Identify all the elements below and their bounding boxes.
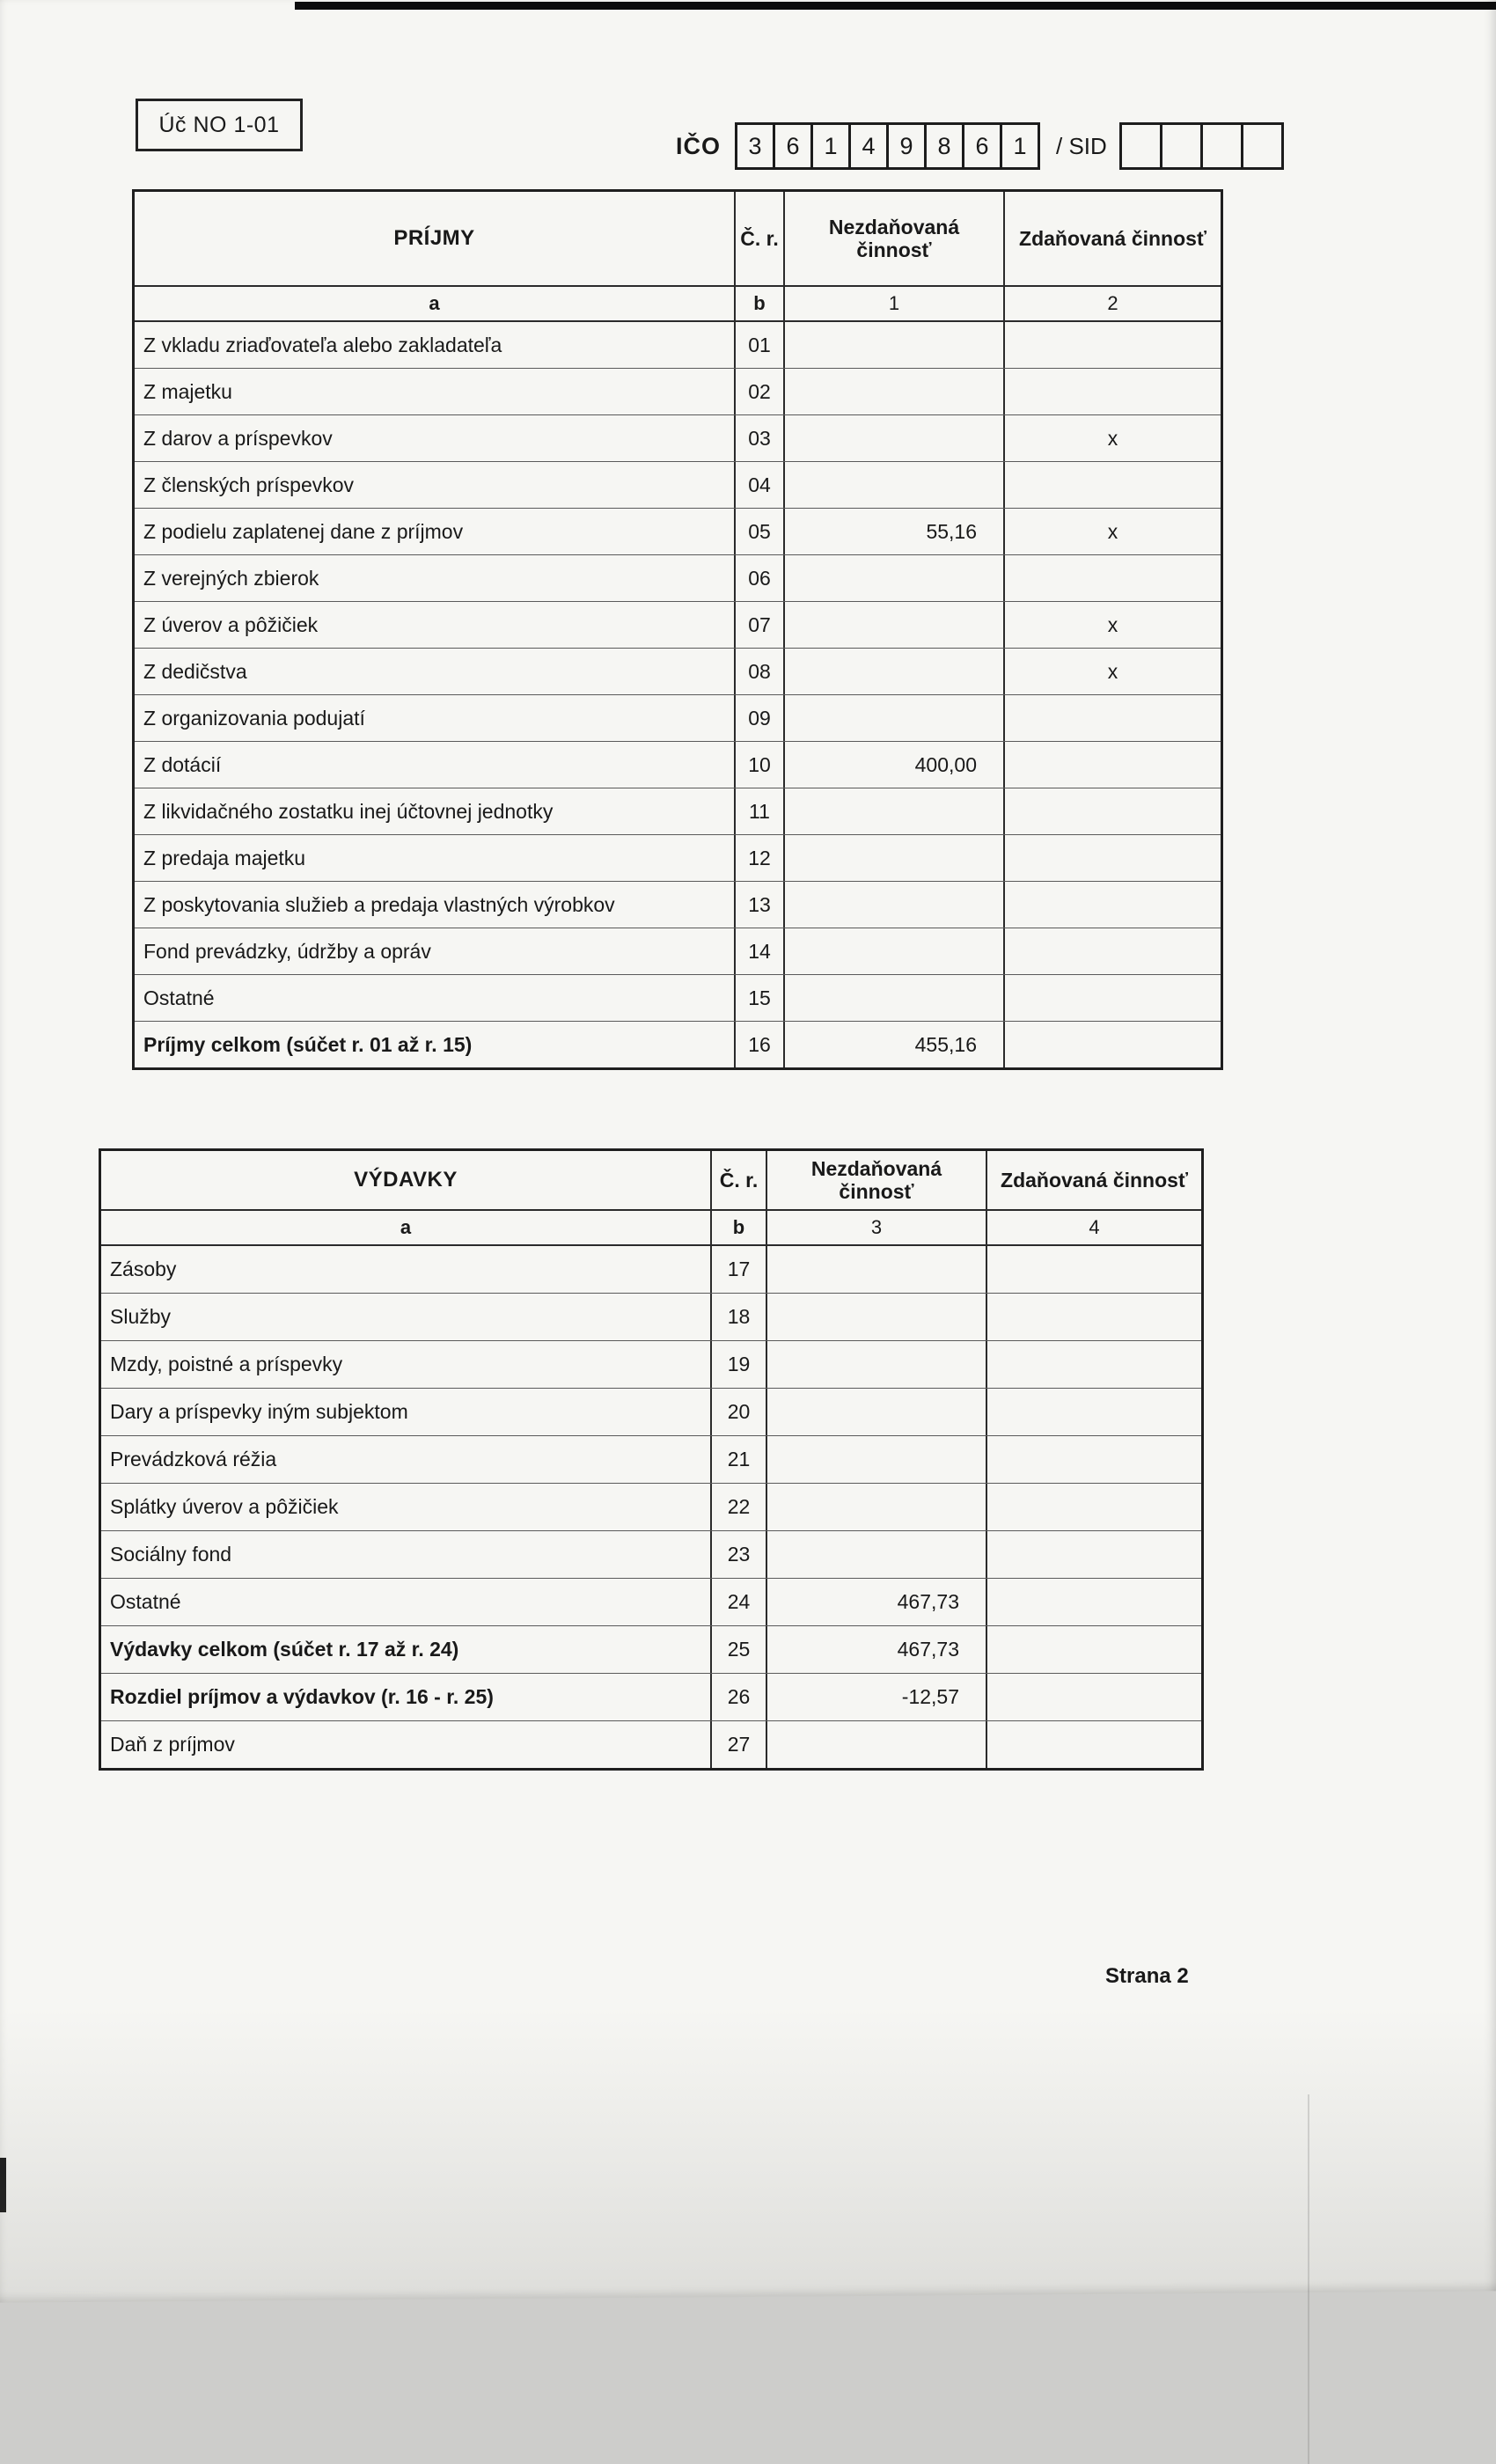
row-value-taxed bbox=[987, 1294, 1201, 1340]
subheader-col3: 3 bbox=[767, 1211, 987, 1244]
row-label: Sociálny fond bbox=[101, 1531, 712, 1578]
untaxed-activity-label: Nezdaňovaná činnosť bbox=[810, 1156, 942, 1203]
row-line-number: 20 bbox=[712, 1389, 767, 1435]
row-value-taxed bbox=[1005, 1022, 1221, 1067]
row-value-untaxed bbox=[767, 1389, 987, 1435]
row-line-number: 25 bbox=[712, 1626, 767, 1673]
table-row bbox=[101, 1484, 1201, 1531]
row-label: Dary a príspevky iným subjektom bbox=[101, 1389, 712, 1435]
row-value-untaxed bbox=[785, 322, 1005, 368]
table-row bbox=[135, 1022, 1221, 1067]
row-label: Fond prevádzky, údržby a opráv bbox=[135, 928, 736, 974]
row-label: Z dotácií bbox=[135, 742, 736, 788]
row-line-number: 21 bbox=[712, 1436, 767, 1483]
untaxed-activity-label: Nezdaňovaná činnosť bbox=[828, 215, 960, 261]
row-value-untaxed bbox=[785, 462, 1005, 508]
digit-cell: 1 bbox=[810, 122, 851, 170]
table-row bbox=[101, 1436, 1201, 1484]
row-label: Z poskytovania služieb a predaja vlastných výrobkov bbox=[135, 882, 736, 928]
subheader-col2: 2 bbox=[1107, 292, 1118, 315]
row-value-untaxed bbox=[785, 788, 1005, 834]
row-line-number: 04 bbox=[736, 462, 785, 508]
table-row bbox=[135, 975, 1221, 1022]
row-value-taxed bbox=[1005, 695, 1221, 741]
untaxed-activity-column-header bbox=[767, 1151, 987, 1209]
row-line-number: 10 bbox=[736, 742, 785, 788]
row-line-number: 05 bbox=[736, 509, 785, 554]
row-label: Rozdiel príjmov a výdavkov (r. 16 - r. 25) bbox=[101, 1674, 712, 1720]
table-row bbox=[135, 322, 1221, 369]
row-value-taxed bbox=[1005, 369, 1221, 414]
table-row bbox=[135, 695, 1221, 742]
digit-cell: 1 bbox=[1000, 122, 1040, 170]
row-value-taxed bbox=[1005, 322, 1221, 368]
row-value-untaxed bbox=[767, 1246, 987, 1293]
row-value-taxed bbox=[1005, 975, 1221, 1021]
row-value-untaxed: 467,73 bbox=[767, 1626, 987, 1673]
scanner-backing bbox=[0, 2291, 1496, 2464]
row-label: Zásoby bbox=[101, 1246, 712, 1293]
expense-table-header bbox=[101, 1151, 1201, 1211]
row-line-number: 18 bbox=[712, 1294, 767, 1340]
row-line-number: 15 bbox=[736, 975, 785, 1021]
income-table bbox=[132, 189, 1223, 1070]
table-row bbox=[135, 882, 1221, 928]
digit-cell bbox=[1160, 122, 1203, 170]
row-line-number: 12 bbox=[736, 835, 785, 881]
row-value-untaxed bbox=[785, 695, 1005, 741]
expense-table bbox=[99, 1148, 1204, 1771]
row-label: Z darov a príspevkov bbox=[135, 415, 736, 461]
digit-cell: 9 bbox=[886, 122, 927, 170]
row-value-taxed bbox=[987, 1246, 1201, 1293]
row-value-taxed bbox=[987, 1436, 1201, 1483]
row-line-number: 02 bbox=[736, 369, 785, 414]
row-label: Mzdy, poistné a príspevky bbox=[101, 1341, 712, 1388]
row-label: Prevádzková réžia bbox=[101, 1436, 712, 1483]
row-value-untaxed bbox=[767, 1436, 987, 1483]
row-value-untaxed bbox=[767, 1484, 987, 1530]
table-row bbox=[135, 742, 1221, 788]
row-value-untaxed bbox=[785, 882, 1005, 928]
ico-label: IČO bbox=[676, 132, 722, 159]
table-row bbox=[101, 1294, 1201, 1341]
income-table-body bbox=[135, 322, 1221, 1067]
row-line-number: 23 bbox=[712, 1531, 767, 1578]
row-value-taxed bbox=[1005, 555, 1221, 601]
ico-digit-boxes bbox=[735, 122, 1040, 170]
row-value-untaxed: 400,00 bbox=[785, 742, 1005, 788]
line-number-column-header: Č. r. bbox=[712, 1151, 767, 1209]
row-label: Ostatné bbox=[135, 975, 736, 1021]
row-label: Z podielu zaplatenej dane z príjmov bbox=[135, 509, 736, 554]
row-value-taxed bbox=[987, 1721, 1201, 1768]
digit-cell: 4 bbox=[848, 122, 889, 170]
row-value-taxed bbox=[1005, 742, 1221, 788]
row-line-number: 09 bbox=[736, 695, 785, 741]
row-line-number: 24 bbox=[712, 1579, 767, 1625]
paper-crease-line bbox=[1308, 2094, 1309, 2464]
row-value-taxed: x bbox=[1107, 519, 1118, 543]
untaxed-activity-column-header bbox=[785, 192, 1005, 285]
row-label: Z vkladu zriaďovateľa alebo zakladateľa bbox=[135, 322, 736, 368]
table-row bbox=[101, 1579, 1201, 1626]
row-label: Z likvidačného zostatku inej účtovnej jednotky bbox=[135, 788, 736, 834]
row-value-taxed bbox=[987, 1626, 1201, 1673]
table-row bbox=[101, 1341, 1201, 1389]
row-value-untaxed bbox=[785, 975, 1005, 1021]
subheader-b: b bbox=[712, 1211, 767, 1244]
row-line-number: 11 bbox=[736, 788, 785, 834]
expense-table-subheader bbox=[101, 1211, 1201, 1246]
row-line-number: 17 bbox=[712, 1246, 767, 1293]
table-row bbox=[101, 1389, 1201, 1436]
row-line-number: 01 bbox=[736, 322, 785, 368]
row-label: Z organizovania podujatí bbox=[135, 695, 736, 741]
table-row bbox=[135, 649, 1221, 695]
row-value-untaxed: -12,57 bbox=[767, 1674, 987, 1720]
row-label: Z majetku bbox=[135, 369, 736, 414]
table-row bbox=[101, 1626, 1201, 1674]
row-value-taxed bbox=[987, 1341, 1201, 1388]
row-line-number: 27 bbox=[712, 1721, 767, 1768]
row-value-taxed bbox=[1005, 788, 1221, 834]
subheader-a: a bbox=[135, 287, 736, 320]
row-value-untaxed bbox=[767, 1294, 987, 1340]
row-value-taxed bbox=[987, 1389, 1201, 1435]
row-value-untaxed bbox=[785, 369, 1005, 414]
form-code-box bbox=[136, 99, 303, 151]
income-table-header bbox=[135, 192, 1221, 287]
digit-cell: 6 bbox=[773, 122, 813, 170]
page-number: Strana 2 bbox=[1105, 1964, 1189, 1988]
row-line-number: 16 bbox=[736, 1022, 785, 1067]
row-value-taxed bbox=[1005, 882, 1221, 928]
row-value-taxed: x bbox=[1107, 659, 1118, 683]
subheader-col1: 1 bbox=[785, 287, 1005, 320]
row-value-untaxed bbox=[767, 1341, 987, 1388]
table-row bbox=[101, 1674, 1201, 1721]
row-value-untaxed bbox=[767, 1721, 987, 1768]
row-value-untaxed: 467,73 bbox=[767, 1579, 987, 1625]
row-label: Služby bbox=[101, 1294, 712, 1340]
subheader-a: a bbox=[101, 1211, 712, 1244]
table-row bbox=[135, 369, 1221, 415]
sid-label: / SID bbox=[1056, 132, 1107, 159]
row-line-number: 22 bbox=[712, 1484, 767, 1530]
subheader-col4: 4 bbox=[1089, 1216, 1100, 1239]
digit-cell bbox=[1119, 122, 1162, 170]
taxed-activity-column-header: Zdaňovaná činnosť bbox=[1001, 1168, 1188, 1192]
row-value-taxed bbox=[987, 1484, 1201, 1530]
table-row bbox=[135, 788, 1221, 835]
row-line-number: 06 bbox=[736, 555, 785, 601]
table-row bbox=[135, 602, 1221, 649]
row-label: Ostatné bbox=[101, 1579, 712, 1625]
row-label: Z členských príspevkov bbox=[135, 462, 736, 508]
row-label: Daň z príjmov bbox=[101, 1721, 712, 1768]
row-line-number: 26 bbox=[712, 1674, 767, 1720]
row-value-taxed bbox=[987, 1531, 1201, 1578]
row-value-untaxed: 455,16 bbox=[785, 1022, 1005, 1067]
subheader-b: b bbox=[736, 287, 785, 320]
expense-title: VÝDAVKY bbox=[101, 1151, 712, 1209]
row-value-untaxed bbox=[785, 602, 1005, 648]
row-value-taxed bbox=[1005, 462, 1221, 508]
row-value-taxed bbox=[1005, 835, 1221, 881]
row-value-untaxed bbox=[785, 835, 1005, 881]
row-line-number: 08 bbox=[736, 649, 785, 694]
row-value-taxed: x bbox=[1107, 426, 1118, 450]
table-row bbox=[135, 928, 1221, 975]
row-value-taxed bbox=[1005, 928, 1221, 974]
row-label: Z dedičstva bbox=[135, 649, 736, 694]
row-value-untaxed bbox=[785, 928, 1005, 974]
row-value-taxed: x bbox=[1107, 612, 1118, 636]
digit-cell bbox=[1241, 122, 1284, 170]
row-value-untaxed bbox=[785, 415, 1005, 461]
row-label: Z predaja majetku bbox=[135, 835, 736, 881]
row-line-number: 07 bbox=[736, 602, 785, 648]
row-label: Výdavky celkom (súčet r. 17 až r. 24) bbox=[101, 1626, 712, 1673]
sid-boxes bbox=[1119, 122, 1284, 170]
digit-cell: 8 bbox=[924, 122, 964, 170]
table-row bbox=[101, 1721, 1201, 1768]
row-label: Z verejných zbierok bbox=[135, 555, 736, 601]
row-value-untaxed: 55,16 bbox=[785, 509, 1005, 554]
income-table-subheader bbox=[135, 287, 1221, 322]
ico-sid-row bbox=[676, 123, 1284, 169]
row-value-untaxed bbox=[767, 1531, 987, 1578]
table-row bbox=[135, 462, 1221, 509]
row-value-untaxed bbox=[785, 555, 1005, 601]
table-row bbox=[101, 1246, 1201, 1294]
row-label: Splátky úverov a pôžičiek bbox=[101, 1484, 712, 1530]
digit-cell bbox=[1200, 122, 1243, 170]
row-value-taxed bbox=[987, 1579, 1201, 1625]
taxed-activity-column-header: Zdaňovaná činnosť bbox=[1019, 226, 1206, 250]
row-line-number: 19 bbox=[712, 1341, 767, 1388]
row-label: Príjmy celkom (súčet r. 01 až r. 15) bbox=[135, 1022, 736, 1067]
expense-table-body bbox=[101, 1246, 1201, 1768]
table-row bbox=[135, 415, 1221, 462]
table-row bbox=[101, 1531, 1201, 1579]
row-label: Z úverov a pôžičiek bbox=[135, 602, 736, 648]
row-line-number: 03 bbox=[736, 415, 785, 461]
row-value-untaxed bbox=[785, 649, 1005, 694]
digit-cell: 6 bbox=[962, 122, 1002, 170]
form-code-label: Úč NO 1-01 bbox=[158, 112, 280, 137]
row-line-number: 13 bbox=[736, 882, 785, 928]
income-title: PRÍJMY bbox=[135, 192, 736, 285]
line-number-column-header: Č. r. bbox=[736, 192, 785, 285]
table-row bbox=[135, 509, 1221, 555]
digit-cell: 3 bbox=[735, 122, 775, 170]
row-value-taxed bbox=[987, 1674, 1201, 1720]
row-line-number: 14 bbox=[736, 928, 785, 974]
table-row bbox=[135, 835, 1221, 882]
scanner-edge-band bbox=[295, 2, 1496, 10]
table-row bbox=[135, 555, 1221, 602]
